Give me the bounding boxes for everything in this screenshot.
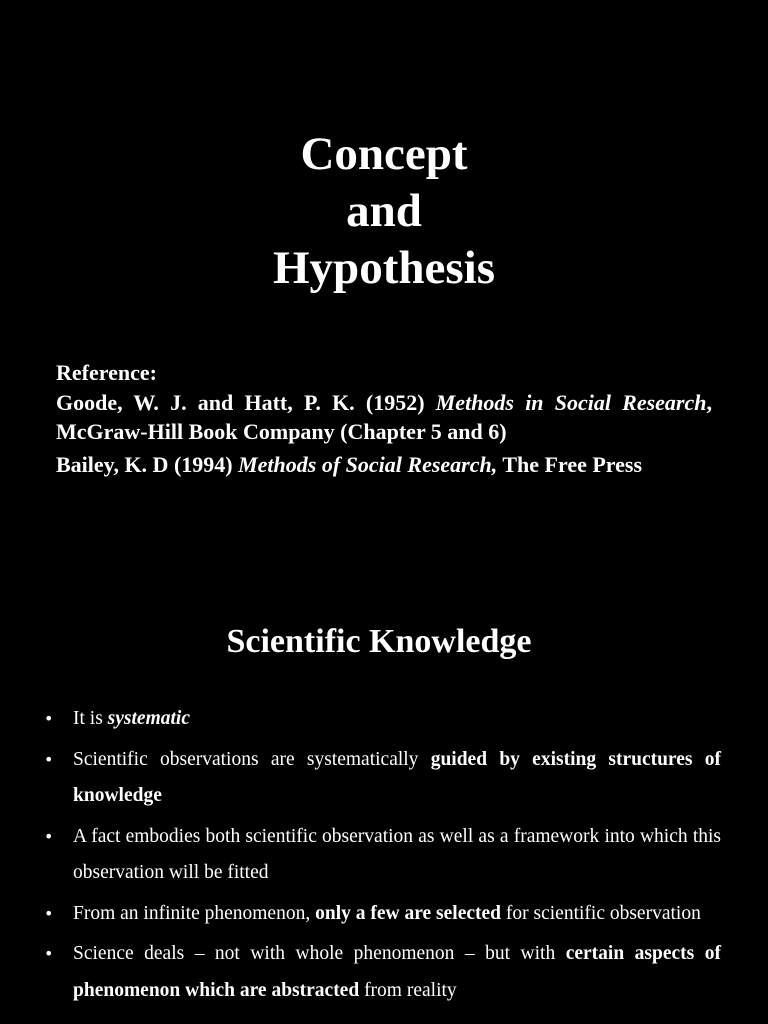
bullet-text: Scientific observations are systematically [73,748,431,770]
bullet-text-tail: for scientific observation [501,902,701,924]
bullet-emphasis: systematic [107,708,190,729]
bullet-icon: • [44,709,54,728]
bullet-text: It is [73,708,108,729]
reference-block [56,358,712,479]
bullet-emphasis: only a few are selected [315,902,502,924]
list-item [44,701,721,738]
reference-authors: Bailey, K. D (1994) [56,452,239,477]
bullet-text: A fact embodies both scientific observation as well as a framework into which this observation will be fitted [73,825,721,883]
list-item [44,819,721,892]
reference-label: Reference: [56,360,157,385]
reference-entry-bailey [56,450,712,479]
slide-title [0,126,768,297]
bullet-emphasis: certain aspects of phenomenon which are abstracted [73,943,721,1001]
list-item [44,896,721,933]
bullet-text-tail: from reality [359,979,457,1001]
reference-publisher: , McGraw-Hill Book Company (Chapter 5 and 6) [56,390,712,444]
bullet-text: From an infinite phenomenon, [73,902,316,924]
reference-authors: Goode, W. J. and Hatt, P. K. (1952) [56,390,436,415]
bullet-icon: • [44,903,54,923]
reference-entry-goode-hatt [56,388,712,446]
list-item [44,742,721,815]
title-line-2: and [346,185,422,237]
title-line-3: Hypothesis [273,242,495,294]
list-item [44,936,721,1009]
bullet-emphasis: guided by existing structures of knowledge [73,748,721,806]
slide-heading: Scientific Knowledge [226,623,532,660]
reference-book-title: Methods of Social Research, [238,452,498,477]
title-line-1: Concept [300,128,468,180]
reference-publisher: The Free Press [497,452,643,477]
slide-scientific-knowledge [0,560,768,1024]
bullet-icon: • [44,826,54,846]
bullet-icon: • [44,749,54,769]
bullet-list [44,701,721,1013]
bullet-icon: • [44,944,54,963]
bullet-text: Science deals – not with whole phenomenon – but with [73,943,566,964]
reference-book-title: Methods in Social Research [435,390,707,415]
